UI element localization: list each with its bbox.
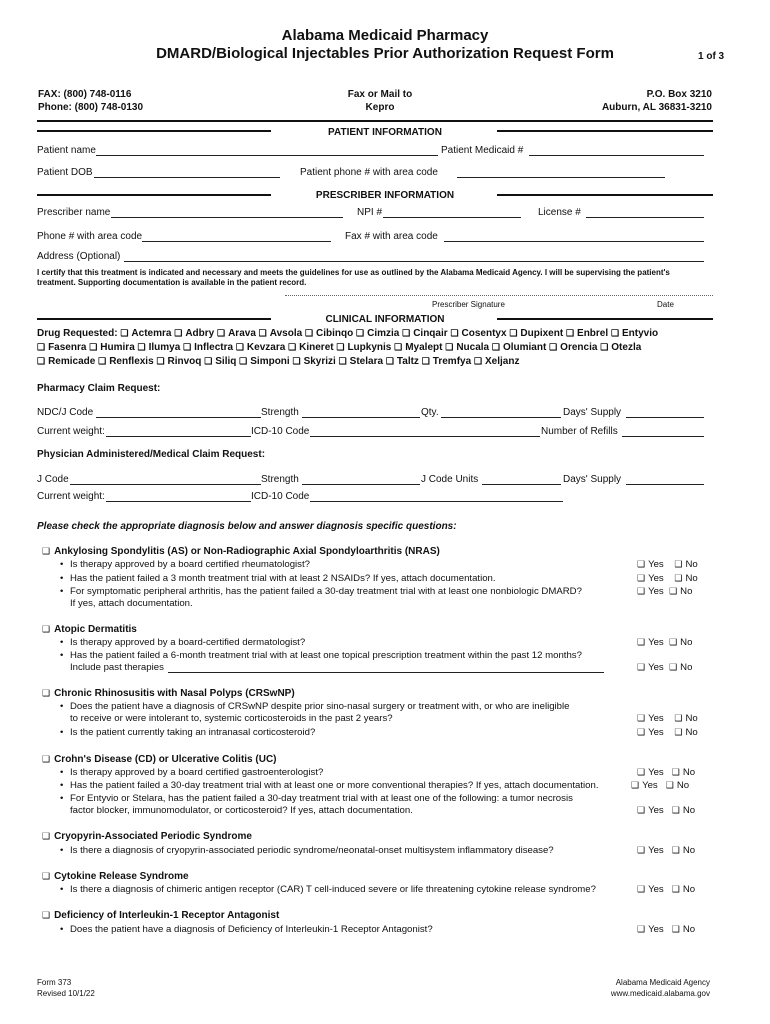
- icd10-label: ICD-10 Code: [251, 491, 310, 502]
- header-divider: [37, 120, 713, 122]
- days-supply-label: Days' Supply: [563, 407, 622, 418]
- revised-date: Revised 10/1/22: [37, 989, 95, 998]
- question: • Has the patient failed a 30-day treatment trial with at least one or more conventional therapies? If yes, attach documentation.: [70, 780, 599, 791]
- license-field[interactable]: [586, 217, 704, 218]
- patient-phone-field[interactable]: [457, 177, 665, 178]
- icd10-field[interactable]: [310, 501, 563, 502]
- form-title-line1: Alabama Medicaid Pharmacy: [281, 27, 489, 44]
- drug-option[interactable]: ❑ Avsola: [259, 328, 303, 339]
- city-address: Auburn, AL 36831-3210: [601, 102, 712, 113]
- yes-no-choice[interactable]: ❑ Yes ❑ No: [637, 924, 695, 935]
- current-weight-field[interactable]: [106, 501, 251, 502]
- drug-option[interactable]: ❑ Lupkynis: [336, 342, 391, 353]
- yes-no-choice[interactable]: ❑ Yes ❑ No: [637, 586, 692, 597]
- drug-option[interactable]: ❑ Ilumya: [138, 342, 181, 353]
- address-label: Address (Optional): [37, 251, 121, 262]
- yes-no-choice[interactable]: ❑ Yes ❑ No: [637, 713, 698, 724]
- yes-no-choice[interactable]: ❑ Yes ❑ No: [637, 559, 698, 570]
- yes-no-choice[interactable]: ❑ Yes ❑ No: [637, 573, 698, 584]
- drug-option[interactable]: ❑ Skyrizi: [292, 356, 335, 367]
- drug-option[interactable]: ❑ Otezla: [600, 342, 641, 353]
- page-number: 1 of 3: [698, 51, 725, 62]
- drug-option[interactable]: ❑ Nucala: [445, 342, 489, 353]
- question: • Has the patient failed a 6-month treatment trial with at least one topical prescription treatment within the past 12 months?: [70, 650, 582, 661]
- patient-info-heading: PATIENT INFORMATION: [328, 127, 442, 138]
- drug-option[interactable]: ❑ Cinqair: [402, 328, 448, 339]
- drug-option[interactable]: ❑ Siliq: [204, 356, 236, 367]
- diagnosis-as-checkbox[interactable]: ❑ Ankylosing Spondylitis (AS) or Non-Radiographic Axial Spondyloarthritis (NRAS): [42, 546, 440, 557]
- phone-number: Phone: (800) 748-0130: [38, 102, 144, 113]
- qty-label: Qty.: [421, 407, 439, 418]
- physician-claim-heading: Physician Administered/Medical Claim Request:: [37, 449, 266, 460]
- drug-option[interactable]: ❑ Kineret: [288, 342, 334, 353]
- yes-no-choice[interactable]: ❑ Yes ❑ No: [637, 637, 692, 648]
- days-supply-field[interactable]: [626, 417, 704, 418]
- drug-option[interactable]: ❑ Olumiant: [492, 342, 546, 353]
- section-rule-left: [37, 130, 271, 132]
- yes-no-choice[interactable]: ❑ Yes ❑ No: [637, 845, 695, 856]
- drug-option[interactable]: ❑ Actemra: [120, 328, 171, 339]
- po-box: P.O. Box 3210: [646, 89, 712, 100]
- patient-dob-label: Patient DOB: [37, 167, 93, 178]
- jcode-field[interactable]: [70, 484, 261, 485]
- diagnosis-cd-uc-checkbox[interactable]: ❑ Crohn's Disease (CD) or Ulcerative Colitis (UC): [42, 754, 277, 765]
- patient-medicaid-field[interactable]: [529, 155, 704, 156]
- section-rule-right: [497, 194, 713, 196]
- drug-option[interactable]: ❑ Kevzara: [236, 342, 285, 353]
- yes-no-choice[interactable]: ❑ Yes ❑ No: [637, 662, 692, 673]
- drug-option[interactable]: ❑ Rinvoq: [156, 356, 201, 367]
- question: • Does the patient have a diagnosis of Deficiency of Interleukin-1 Receptor Antagonist?: [70, 924, 433, 935]
- diagnosis-instructions: Please check the appropriate diagnosis below and answer diagnosis specific questions:: [37, 521, 457, 532]
- current-weight-field[interactable]: [106, 436, 251, 437]
- drug-option[interactable]: ❑ Dupixent: [509, 328, 563, 339]
- question: • For Entyvio or Stelara, has the patient failed a 30-day treatment trial with at least one of the following: a tumor necrosis: [70, 793, 573, 804]
- question-continued: If yes, attach documentation.: [70, 598, 193, 609]
- strength-field[interactable]: [302, 417, 420, 418]
- question: • Is the patient currently taking an intranasal corticosteroid?: [70, 727, 315, 738]
- section-rule-left: [37, 194, 271, 196]
- kepro: Kepro: [365, 102, 395, 113]
- question: • Is there a diagnosis of chimeric antigen receptor (CAR) T cell-induced severe or life threatening cytokine release syndrome?: [70, 884, 596, 895]
- drug-option[interactable]: ❑ Cibinqo: [305, 328, 353, 339]
- yes-no-choice[interactable]: ❑ Yes ❑ No: [637, 767, 695, 778]
- drug-option[interactable]: ❑ Cosentyx: [450, 328, 506, 339]
- yes-no-choice[interactable]: ❑ Yes ❑ No: [631, 780, 689, 791]
- question: • Is therapy approved by a board-certified dermatologist?: [70, 637, 305, 648]
- diagnosis-crswnp-checkbox[interactable]: ❑ Chronic Rhinosusitis with Nasal Polyps (CRSwNP): [42, 688, 295, 699]
- question: • Is therapy approved by a board certified gastroenterologist?: [70, 767, 323, 778]
- drug-option[interactable]: ❑ Adbry: [174, 328, 214, 339]
- yes-no-choice[interactable]: ❑ Yes ❑ No: [637, 884, 695, 895]
- signature-field[interactable]: [285, 295, 713, 296]
- agency-url[interactable]: www.medicaid.alabama.gov: [610, 989, 710, 998]
- prescriber-phone-label: Phone # with area code: [37, 231, 143, 242]
- question-continued: to receive or were intolerant to, systemic corticosteroids in the past 2 years?: [70, 713, 393, 724]
- drug-option[interactable]: ❑ Remicade: [37, 356, 95, 367]
- question: • Is there a diagnosis of cryopyrin-associated periodic syndrome/neonatal-onset multisystem inflammatory disease?: [70, 845, 554, 856]
- prescriber-fax-field[interactable]: [444, 241, 704, 242]
- drug-option[interactable]: ❑ Renflexis: [98, 356, 154, 367]
- qty-field[interactable]: [441, 417, 561, 418]
- drug-option[interactable]: ❑ Arava: [217, 328, 256, 339]
- agency-name: Alabama Medicaid Agency: [615, 978, 710, 987]
- fax-mail-to: Fax or Mail to: [347, 89, 413, 100]
- prescriber-name-field[interactable]: [111, 217, 343, 218]
- icd10-field[interactable]: [310, 436, 540, 437]
- jcode-units-label: J Code Units: [421, 474, 479, 485]
- npi-field[interactable]: [383, 217, 521, 218]
- drug-option[interactable]: ❑ Orencia: [549, 342, 597, 353]
- diagnosis-crs-checkbox[interactable]: ❑ Cytokine Release Syndrome: [42, 871, 189, 882]
- question-continued: Include past therapies: [70, 662, 164, 673]
- prescriber-fax-label: Fax # with area code: [345, 231, 438, 242]
- question: • For symptomatic peripheral arthritis, has the patient failed a 30-day treatment trial with at least one nonbiologic DMARD?: [70, 586, 582, 597]
- patient-dob-field[interactable]: [94, 177, 280, 178]
- form-title-line2: DMARD/Biological Injectables Prior Authorization Request Form: [156, 45, 614, 62]
- days-supply-field[interactable]: [626, 484, 704, 485]
- strength-field[interactable]: [302, 484, 420, 485]
- drug-option[interactable]: ❑ Xeljanz: [474, 356, 520, 367]
- drug-requested-label: Drug Requested:: [37, 328, 118, 339]
- license-label: License #: [538, 207, 581, 218]
- certification-statement: I certify that this treatment is indicated and necessary and meets the guidelines for use as outlined by the Alabama Medicaid Agency. I will be supervising the patient's treatment. Supporting documentation is available in the patient record.: [37, 268, 670, 287]
- drug-requested-row-1: [37, 328, 658, 339]
- jcode-label: J Code: [37, 474, 69, 485]
- drug-option[interactable]: ❑ Simponi: [239, 356, 290, 367]
- drug-option[interactable]: ❑ Cimzia: [356, 328, 399, 339]
- diagnosis-caps-checkbox[interactable]: ❑ Cryopyrin-Associated Periodic Syndrome: [42, 831, 252, 842]
- diagnosis-dira-checkbox[interactable]: ❑ Deficiency of Interleukin-1 Receptor Antagonist: [42, 910, 279, 921]
- section-rule-right: [497, 130, 713, 132]
- drug-option[interactable]: ❑ Enbrel: [566, 328, 608, 339]
- ndc-label: NDC/J Code: [37, 407, 94, 418]
- jcode-units-field[interactable]: [482, 484, 561, 485]
- drug-option[interactable]: ❑ Inflectra: [183, 342, 233, 353]
- clinical-info-heading: CLINICAL INFORMATION: [325, 314, 445, 325]
- npi-label: NPI #: [357, 207, 383, 218]
- past-therapies-field[interactable]: [168, 672, 604, 673]
- ndc-field[interactable]: [96, 417, 261, 418]
- drug-option[interactable]: ❑ Taltz: [386, 356, 419, 367]
- drug-requested-row-3: [37, 356, 519, 367]
- question: • Is therapy approved by a board certified rheumatologist?: [70, 559, 310, 570]
- question-continued: factor blocker, immunomodulator, or corticosteroid? If yes, attach documentation.: [70, 805, 413, 816]
- drug-option[interactable]: ❑ Fasenra: [37, 342, 86, 353]
- prescriber-info-heading: PRESCRIBER INFORMATION: [315, 190, 455, 201]
- date-label: Date: [657, 300, 674, 309]
- question: • Has the patient failed a 3 month treatment trial with at least 2 NSAIDs? If yes, attach documentation.: [70, 573, 496, 584]
- question: • Does the patient have a diagnosis of CRSwNP despite prior sino-nasal surgery or treatment with, or who are ineligible: [70, 701, 570, 712]
- yes-no-choice[interactable]: ❑ Yes ❑ No: [637, 805, 695, 816]
- yes-no-choice[interactable]: ❑ Yes ❑ No: [637, 727, 698, 738]
- strength-label: Strength: [261, 474, 299, 485]
- diagnosis-ad-checkbox[interactable]: ❑ Atopic Dermatitis: [42, 624, 137, 635]
- drug-option[interactable]: ❑ Stelara: [339, 356, 383, 367]
- refills-field[interactable]: [622, 436, 704, 437]
- address-field[interactable]: [124, 261, 704, 262]
- strength-label: Strength: [261, 407, 299, 418]
- fax-number: FAX: (800) 748-0116: [38, 89, 132, 100]
- prescriber-phone-field[interactable]: [142, 241, 331, 242]
- drug-requested-row-2: [37, 342, 641, 353]
- refills-label: Number of Refills: [541, 426, 618, 437]
- drug-option[interactable]: ❑ Entyvio: [611, 328, 658, 339]
- prescriber-name-label: Prescriber name: [37, 207, 111, 218]
- form-number: Form 373: [37, 978, 72, 987]
- section-rule-left: [37, 318, 271, 320]
- section-rule-right: [497, 318, 713, 320]
- days-supply-label: Days' Supply: [563, 474, 622, 485]
- patient-name-field[interactable]: [96, 155, 438, 156]
- current-weight-label: Current weight:: [37, 491, 105, 502]
- drug-option[interactable]: ❑ Myalept: [394, 342, 442, 353]
- icd10-label: ICD-10 Code: [251, 426, 310, 437]
- patient-name-label: Patient name: [37, 145, 96, 156]
- patient-medicaid-label: Patient Medicaid #: [441, 145, 524, 156]
- signature-label: Prescriber Signature: [432, 300, 505, 309]
- drug-option[interactable]: ❑ Tremfya: [422, 356, 471, 367]
- drug-option[interactable]: ❑ Humira: [89, 342, 135, 353]
- current-weight-label: Current weight:: [37, 426, 105, 437]
- patient-phone-label: Patient phone # with area code: [300, 167, 438, 178]
- pharmacy-claim-heading: Pharmacy Claim Request:: [37, 383, 161, 394]
